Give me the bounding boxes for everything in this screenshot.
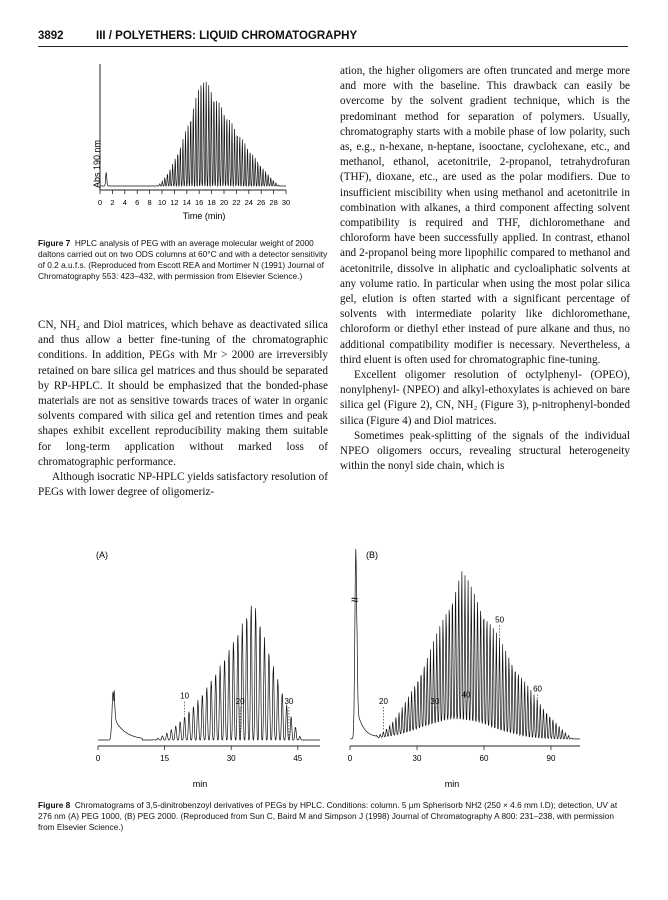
figure-8b-peak-label: 30 [430,697,440,706]
figure-7-tick-label: 18 [207,198,216,207]
figure-8b-peak-label: 20 [379,697,388,706]
figure-7-x-label: Time (min) [182,211,226,221]
running-header [38,28,628,47]
figure-7-tick-label: 12 [170,198,179,207]
right-paragraph-3: Sometimes peak-splitting of the signals of the individual NPEO oligomers occurs, revealing structural heterogeneity within the nonyl side chain, which is [340,429,630,473]
figure-8b-tick-label: 60 [479,754,489,763]
figure-7-tick-label: 2 [110,198,115,207]
figure-7-tick-label: 6 [135,198,140,207]
figure-7-tick-label: 16 [195,198,204,207]
figure-8a-tick-label: 0 [95,754,101,763]
figure-7-y-label: Abs 190 nm [92,139,102,188]
figure-7-signal-trace [100,82,286,186]
figure-7-chart [86,60,316,225]
figure-8b-x-label: min [444,779,460,789]
figure-8a-tick-label: 45 [293,754,303,763]
figure-7-tick-label: 0 [97,198,103,207]
figure-7-plot [98,64,290,207]
figure-8a-peak-label: 10 [180,691,190,701]
figure-8b-signal-trace [350,549,580,739]
figure-7-caption-text: HPLC analysis of PEG with an average molecular weight of 2000 daltons carried out on two ODS columns at 60°C and with a detector sensitivity of 0.2 a.u.f.s. (Reproduced from Escott REA and Mortimer N (1991) Journal of Chromatography 553: 423–432, with permission from Elsevier Science.) [38,238,328,281]
figure-7-caption-label: Figure 7 [38,238,71,248]
figure-8-caption-label: Figure 8 [38,800,71,810]
figure-8b-peak-label: 60 [533,684,543,694]
figure-8b-tick-label: 30 [412,754,422,763]
figure-8a-tick-label: 15 [160,754,170,763]
figure-7-tick-label: 4 [122,198,127,207]
right-paragraph-1: ation, the higher oligomers are often truncated and merge more and more with the baseline. This drawback can easily be overcome by the solvent gradient technique, which is the predominant method for separation of polymers. Usually, chromatography starts with a mobile phase of low polarity, such as, e.g., n-hexane, n-heptane, isooctane, cyclohexane, etc., and methanol, ethanol, acetonitrile, 2-propanol, tetrahydrofuran (THF), dioxane, etc., are used as the polar modifiers. Due to insufficient miscibility when using methanol and acetonitrile in combination with alkanes, a third component affecting solvent compatibility is required and THF, dichloromethane and chloroform have been successfully applied. In contrast, ethanol and 2-propanol being more lipophilic compared to methanol and acetonitrile, dissolve in aliphatic and cycloaliphatic solvents at any volume ratio. In particular when using the most polar silica gel, elution is often started with a significant percentage of solvents with intermediate polarity like dichloromethane, chloroform or diethyl ether instead of pure alkane and thus, no additional compatibility modifier is necessary. Nevertheless, a third eluent is often used for chromatographic fine-tuning. [340,65,630,366]
figure-8b-panel-label: (B) [366,550,378,560]
figure-8a-peak-label: 20 [235,697,245,706]
figure-8a-peak-label: 30 [284,697,294,706]
figure-8b-peak-label: 40 [461,690,471,700]
figure-8b-tick-label: 0 [347,754,353,763]
figure-8a-signal-trace [98,606,320,740]
figure-8a-x-label: min [192,779,208,789]
figure-8-caption [38,800,628,833]
left-column [38,318,328,500]
figure-7-tick-label: 28 [269,198,278,207]
figure-7-tick-label: 20 [219,198,229,207]
figure-7-tick-label: 30 [281,198,291,207]
figure-7-tick-label: 14 [182,198,191,207]
left-paragraph-1: CN, NH₂ and Diol matrices, which behave as deactivated silica and thus allow a better fine-tuning of the chromatographic conditions. In addition, PEGs with Mr > 2000 are irreversibly retained on bare silica gel matrices and thus should be separated by RP-HPLC. It should be emphasized that the bonded-phase materials are not as sensitive towards traces of water in organic solvents compared with silica gel and retention times and peak shapes exhibit excellent reproducibility making them suitable for long-term application without marked loss of chromatographic performance. [38,319,328,468]
right-paragraph-2: Excellent oligomer resolution of octylphenyl- (OPEO), nonylphenyl- (NPEO) and alkyl-ethoxylates is achieved on bare silica gel (Figure 2), CN, NH₂ (Figure 3), p-nitrophenyl-bonded silica (Figure 4) and Diol matrices. [340,369,630,427]
figure-7-tick-label: 22 [232,198,241,207]
figure-8a-plot [96,606,320,763]
figure-8a-panel-label: (A) [96,550,108,560]
figure-7-tick-label: 10 [157,198,167,207]
section-title: III / POLYETHERS: LIQUID CHROMATOGRAPHY [96,30,358,42]
figure-8-chart [80,542,590,792]
left-paragraph-2: Although isocratic NP-HPLC yields satisfactory resolution of PEGs with lower degree of oligomeriz- [38,471,328,499]
figure-7-caption [38,238,330,282]
figure-7-tick-label: 26 [257,198,266,207]
figure-8b-tick-label: 90 [546,754,556,763]
figure-8a-tick-label: 30 [226,754,236,763]
right-column [340,64,630,474]
figure-7-tick-label: 8 [147,198,152,207]
page-number: 3892 [38,30,64,42]
figure-8b-plot [348,549,580,763]
figure-8-caption-text: Chromatograms of 3,5-dinitrobenzoyl derivatives of PEGs by HPLC. Conditions: column. 5 µm Spherisorb NH2 (250 × 4.6 mm I.D); detection, UV at 276 nm (A) PEG 1000, (B) PEG 2000. (Reproduced from Sun C, Baird M and Simpson J (1998) Journal of Chromatography A 800: 231–238, with permission from Elsevier Science.) [38,800,618,832]
figure-7-tick-label: 24 [244,198,253,207]
figure-8b-break-mark: ≈ [351,592,359,607]
figure-8b-peak-label: 50 [495,615,505,625]
